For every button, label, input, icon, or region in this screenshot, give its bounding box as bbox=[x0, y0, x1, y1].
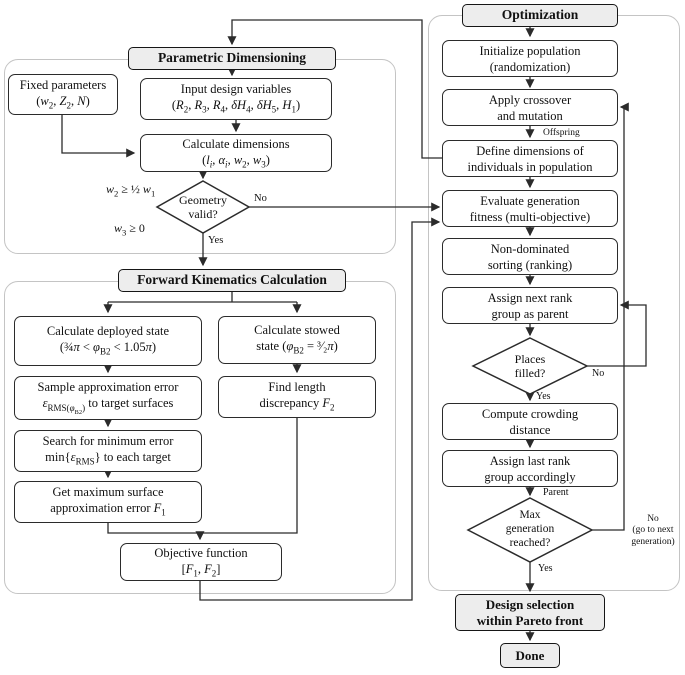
places-filled-diamond bbox=[474, 342, 586, 390]
math-line: $\min\{\varepsilon_{RMS}\}$ to each target bbox=[45, 450, 171, 467]
text-line: Calculate deployed state bbox=[46, 324, 170, 339]
parametric-dimensioning-header bbox=[128, 47, 336, 70]
text-line: Assign last rank bbox=[489, 453, 571, 468]
text-line: Evaluate generation bbox=[480, 193, 580, 208]
diamond-line: Max bbox=[519, 509, 541, 522]
header-text: Design selection bbox=[485, 596, 575, 612]
max-generation-diamond bbox=[470, 501, 590, 559]
sample-approximation-error-box bbox=[14, 376, 202, 420]
text-line: Search for minimum error bbox=[42, 434, 174, 449]
label-line: (go to next bbox=[632, 525, 674, 536]
math-line: approximation error $F_1$ bbox=[50, 501, 166, 518]
calculate-deployed-state-box bbox=[14, 316, 202, 366]
search-minimum-error-box bbox=[14, 430, 202, 472]
converge-left bbox=[108, 523, 200, 533]
math-line: $\varepsilon_{RMS(\varphi_{B2})}$ to target surfaces bbox=[42, 396, 174, 416]
math-line: [$F_1$, $F_2$] bbox=[181, 561, 221, 578]
done-box bbox=[500, 643, 560, 668]
math-line: discrepancy $F_2$ bbox=[259, 396, 335, 413]
initialize-population-box bbox=[442, 40, 618, 77]
math-line: ($l_i$, $\alpha_i$, $w_2$, $w_3$) bbox=[202, 152, 270, 169]
optimization-header bbox=[462, 4, 618, 27]
text-line: Objective function bbox=[154, 545, 248, 560]
converge-right bbox=[200, 418, 297, 533]
assign-next-rank-box bbox=[442, 287, 618, 324]
text-line: group accordingly bbox=[484, 469, 576, 484]
header-text: Parametric Dimensioning bbox=[157, 50, 307, 66]
calculate-stowed-state-box bbox=[218, 316, 376, 364]
input-design-variables-box bbox=[140, 78, 332, 120]
objective-function-box bbox=[120, 543, 282, 581]
non-dominated-sorting-box bbox=[442, 238, 618, 275]
find-length-discrepancy-box bbox=[218, 376, 376, 418]
assign-last-rank-box bbox=[442, 450, 618, 487]
calculate-dimensions-box bbox=[140, 134, 332, 172]
design-selection-pareto-box bbox=[455, 594, 605, 631]
text-line: fitness (multi-objective) bbox=[469, 209, 591, 224]
math-line: (¾π < $\varphi_{B2} < 1.05\pi$) bbox=[59, 340, 157, 357]
text-line: Fixed parameters bbox=[19, 77, 107, 92]
maxgen-no-label bbox=[624, 514, 682, 548]
diamond-line: Geometry bbox=[179, 192, 227, 207]
text-line: Calculate stowed bbox=[254, 323, 340, 338]
text-line: Initialize population bbox=[479, 43, 581, 58]
text-line: Assign next rank bbox=[487, 290, 573, 305]
condition-w2: $w_2$ ≥ ½ $w_1$ bbox=[106, 182, 156, 199]
header-text: within Pareto front bbox=[476, 612, 584, 628]
define-dimensions-box bbox=[442, 140, 618, 177]
forward-kinematics-header bbox=[118, 269, 346, 292]
text-line: group as parent bbox=[491, 306, 569, 321]
geometry-valid-diamond bbox=[158, 183, 248, 231]
evaluate-fitness-box bbox=[442, 190, 618, 227]
label-line: No bbox=[647, 514, 659, 524]
places-no-label: No bbox=[592, 368, 605, 379]
fixed-parameters-box bbox=[8, 74, 118, 115]
text-line: individuals in population bbox=[467, 159, 593, 174]
header-text: Done bbox=[515, 647, 545, 663]
offspring-label: Offspring bbox=[543, 128, 580, 138]
text-line: Define dimensions of bbox=[476, 143, 584, 158]
math-line: state ($\varphi_{B2}$ = ³⁄₂π) bbox=[256, 339, 338, 356]
apply-crossover-mutation-box bbox=[442, 89, 618, 126]
diamond-line: Places bbox=[514, 351, 546, 366]
header-text: Optimization bbox=[501, 7, 579, 23]
text-line: and mutation bbox=[497, 108, 563, 123]
text-line: distance bbox=[509, 422, 551, 437]
geometry-no-label: No bbox=[254, 193, 267, 204]
text-line: sorting (ranking) bbox=[487, 257, 573, 272]
max-surface-error-box bbox=[14, 481, 202, 523]
diamond-line: generation bbox=[505, 523, 555, 536]
arrow-fixed-to-calc bbox=[62, 115, 134, 153]
diamond-line: valid? bbox=[188, 207, 218, 221]
text-line: Get maximum surface bbox=[52, 485, 164, 500]
diamond-line: filled? bbox=[514, 366, 546, 380]
diamond-line: reached? bbox=[509, 536, 551, 549]
text-line: Apply crossover bbox=[488, 92, 572, 107]
text-line: Compute crowding bbox=[481, 406, 579, 421]
text-line: Sample approximation error bbox=[37, 380, 179, 395]
fk-split-stem bbox=[108, 292, 297, 302]
text-line: (randomization) bbox=[489, 59, 571, 74]
geometry-yes-label: Yes bbox=[208, 235, 224, 246]
math-line: ($w_2$, $Z_2$, N) bbox=[36, 93, 90, 111]
maxgen-yes-label: Yes bbox=[538, 563, 553, 574]
text-line: Find length bbox=[268, 380, 326, 395]
math-line: ($R_2$, $R_3$, $R_4$, $\delta H_4$, $\delta H_5$, $H_1$) bbox=[171, 98, 301, 115]
label-line: generation) bbox=[631, 536, 675, 547]
compute-crowding-distance-box bbox=[442, 403, 618, 440]
text-line: Calculate dimensions bbox=[182, 136, 290, 151]
condition-w3: $w_3 \ge 0$ bbox=[114, 221, 145, 238]
text-line: Input design variables bbox=[180, 82, 292, 97]
parent-label: Parent bbox=[543, 487, 569, 498]
header-text: Forward Kinematics Calculation bbox=[137, 272, 327, 288]
places-yes-label: Yes bbox=[536, 391, 551, 402]
text-line: Non-dominated bbox=[490, 241, 570, 256]
